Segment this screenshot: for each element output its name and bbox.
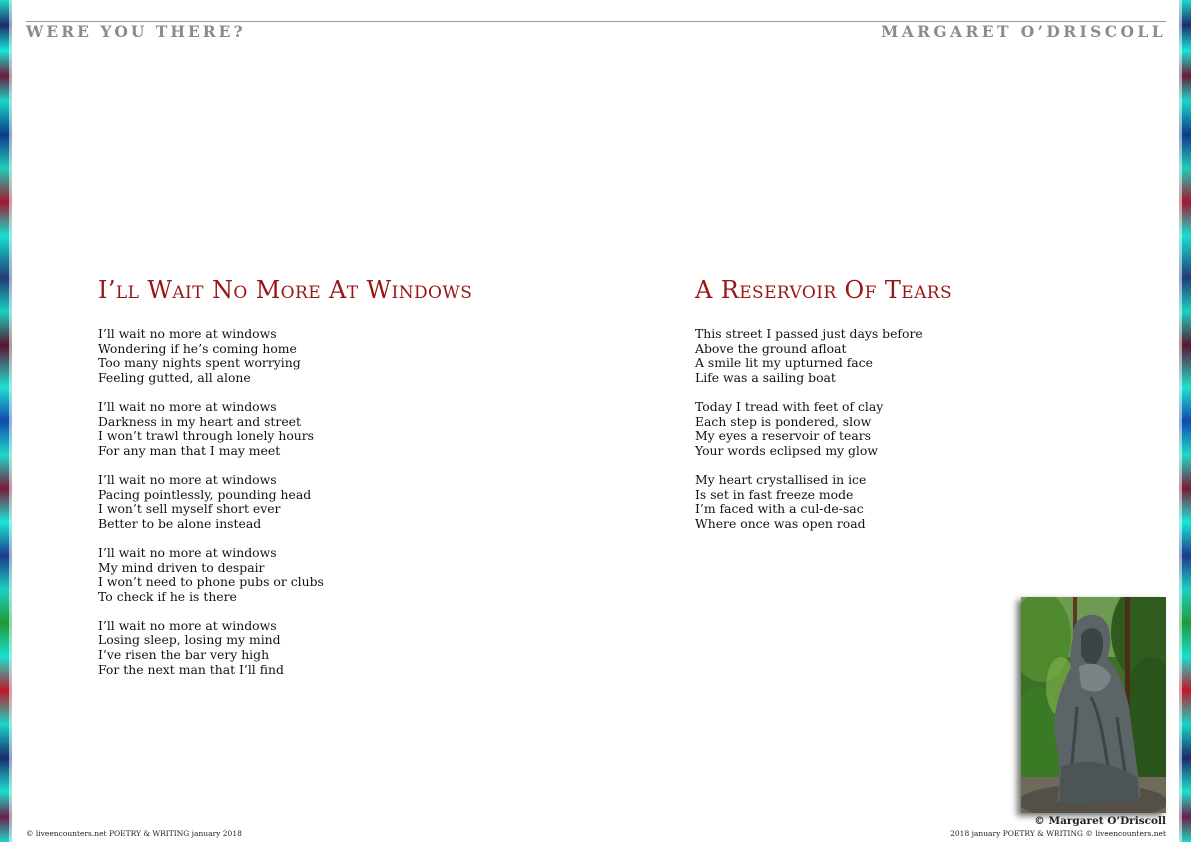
poem-line: I won’t sell myself short ever	[98, 501, 281, 517]
poem-line: I’ll wait no more at windows	[98, 617, 277, 633]
poem-line: My eyes a reservoir of tears	[695, 428, 872, 444]
stanza	[695, 473, 952, 531]
author-name-header: MARGARET O’DRISCOLL	[881, 22, 1166, 41]
poem-line: Wondering if he’s coming home	[98, 340, 297, 356]
poem-line: For the next man that I’ll find	[98, 661, 284, 677]
stanza	[98, 619, 472, 677]
poem-line: Too many nights spent worrying	[98, 355, 301, 371]
poem-line: Losing sleep, losing my mind	[98, 632, 281, 648]
poem-line: To check if he is there	[98, 588, 237, 604]
poem-line: Your words eclipsed my glow	[695, 442, 878, 458]
poem-title: I’ll Wait No More At Windows	[98, 276, 473, 304]
photo-caption: © Margaret O’Driscoll	[1034, 815, 1166, 827]
poem-title: A Reservoir Of Tears	[695, 276, 952, 304]
poem-line: I won’t trawl through lonely hours	[98, 428, 315, 444]
poem-line: I’m faced with a cul-de-sac	[695, 501, 864, 517]
stanza	[98, 473, 472, 531]
poem-line: Where once was open road	[695, 515, 866, 531]
stanza	[695, 400, 952, 458]
poem-line: I’ll wait no more at windows	[98, 398, 277, 414]
poem-line: Feeling gutted, all alone	[98, 369, 251, 385]
footer-left: © liveencounters.net POETRY & WRITING january 2018	[26, 829, 242, 838]
poem-line: For any man that I may meet	[98, 442, 281, 458]
poem-line: Pacing pointlessly, pounding head	[98, 486, 312, 502]
poem-line: Is set in fast freeze mode	[695, 486, 854, 502]
poem-line: Each step is pondered, slow	[695, 413, 872, 429]
poem-line: Today I tread with feet of clay	[695, 398, 884, 414]
poem-line: I won’t need to phone pubs or clubs	[98, 574, 324, 590]
poem-line: Darkness in my heart and street	[98, 413, 301, 429]
poem-line: My mind driven to despair	[98, 559, 265, 575]
poem-line: Better to be alone instead	[98, 515, 262, 531]
poem-line: Life was a sailing boat	[695, 369, 836, 385]
stanza	[98, 327, 472, 385]
poem-line: A smile lit my upturned face	[695, 355, 873, 371]
poem-line: This street I passed just days before	[695, 326, 923, 341]
footer-right: 2018 january POETRY & WRITING © liveencounters.net	[950, 829, 1166, 838]
stanza	[695, 327, 952, 385]
statue-photo	[1021, 597, 1166, 813]
poem-left	[98, 276, 472, 692]
poem-right	[695, 276, 952, 546]
right-decorative-border	[1179, 0, 1191, 842]
poem-line: I’ll wait no more at windows	[98, 326, 277, 341]
poem-line: My heart crystallised in ice	[695, 471, 867, 487]
poem-line: Above the ground afloat	[695, 340, 847, 356]
stanza	[98, 400, 472, 458]
poem-line: I’ll wait no more at windows	[98, 471, 277, 487]
magazine-section-title: WERE YOU THERE?	[26, 22, 246, 41]
stanza	[98, 546, 472, 604]
left-decorative-border	[0, 0, 12, 842]
poem-line: I’ve risen the bar very high	[98, 647, 270, 663]
poem-line: I’ll wait no more at windows	[98, 544, 277, 560]
